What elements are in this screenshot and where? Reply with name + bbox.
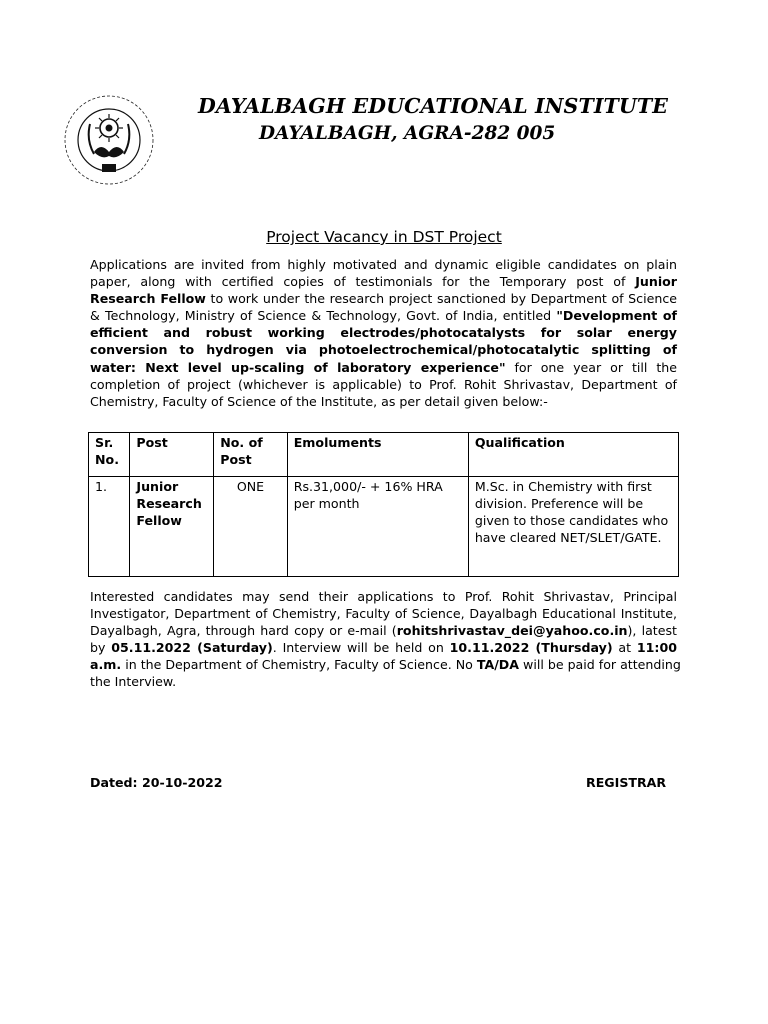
cell-post: Junior Research Fellow	[130, 477, 214, 577]
institute-address: DAYALBAGH, AGRA-282 005	[259, 123, 556, 144]
vacancy-table	[88, 432, 679, 577]
cell-emoluments: Rs.31,000/- + 16% HRA per month	[287, 477, 468, 577]
institute-seal-logo	[64, 90, 154, 195]
intro-line: & Technology, Ministry of Science & Technology, Govt. of India, entitled "Development of	[90, 308, 677, 324]
header-no-of-post: No. of Post	[214, 433, 287, 477]
contact-email: rohitshrivastav_dei@yahoo.co.in	[396, 623, 628, 639]
closing-line: by 05.11.2022 (Saturday). Interview will be held on 10.11.2022 (Thursday) at 11:00	[90, 640, 677, 656]
closing-paragraph	[90, 588, 681, 691]
registrar-signatory: REGISTRAR	[586, 775, 667, 790]
intro-paragraph	[90, 256, 677, 410]
interview-date: 10.11.2022 (Thursday)	[449, 640, 613, 656]
closing-line: Dayalbagh, Agra, through hard copy or e-mail (rohitshrivastav_dei@yahoo.co.in), latest	[90, 623, 677, 639]
header-qualification: Qualification	[468, 433, 678, 477]
cell-no-of-post: ONE	[214, 477, 287, 577]
table-row	[89, 477, 679, 577]
intro-line: Applications are invited from highly motivated and dynamic eligible candidates on plain	[90, 257, 677, 272]
dated-line: Dated: 20-10-2022	[90, 775, 223, 790]
closing-line: the Interview.	[90, 674, 177, 690]
closing-line: Interested candidates may send their applications to Prof. Rohit Shrivastav, Principal	[90, 589, 677, 604]
intro-line: Research Fellow to work under the research project sanctioned by Department of Science	[90, 291, 678, 307]
cell-sr-no: 1.	[89, 477, 130, 577]
intro-line: conversion to hydrogen via photoelectrochemical/photocatalytic splitting of	[90, 342, 677, 358]
intro-line: water: Next level up-scaling of laboratory experience" for one year or till the	[90, 359, 677, 375]
closing-line: Investigator, Department of Chemistry, Faculty of Science, Dayalbagh Educational Institute,	[90, 606, 677, 622]
intro-line: Chemistry, Faculty of Science of the Institute, as per detail given below:-	[90, 393, 548, 409]
intro-line: completion of project (whichever is applicable) to Prof. Rohit Shrivastav, Department of	[90, 376, 677, 392]
header-post: Post	[130, 433, 214, 477]
header-emoluments: Emoluments	[287, 433, 468, 477]
table-header-row	[89, 433, 679, 477]
closing-line: a.m. in the Department of Chemistry, Faculty of Science. No TA/DA will be paid for attending	[90, 657, 681, 673]
institute-name: DAYALBAGH EDUCATIONAL INSTITUTE	[198, 94, 668, 118]
last-date: 05.11.2022 (Saturday)	[111, 640, 273, 656]
notice-title: Project Vacancy in DST Project	[266, 228, 502, 246]
header-sr-no: Sr. No.	[89, 433, 130, 477]
intro-line: paper, along with certified copies of testimonials for the Temporary post of Junior	[90, 274, 677, 290]
intro-line: efficient and robust working electrodes/photocatalysts for solar energy	[90, 325, 677, 341]
cell-qualification: M.Sc. in Chemistry with first division. Preference will be given to those candidates who have cleared NET/SLET/GATE.	[468, 477, 678, 577]
